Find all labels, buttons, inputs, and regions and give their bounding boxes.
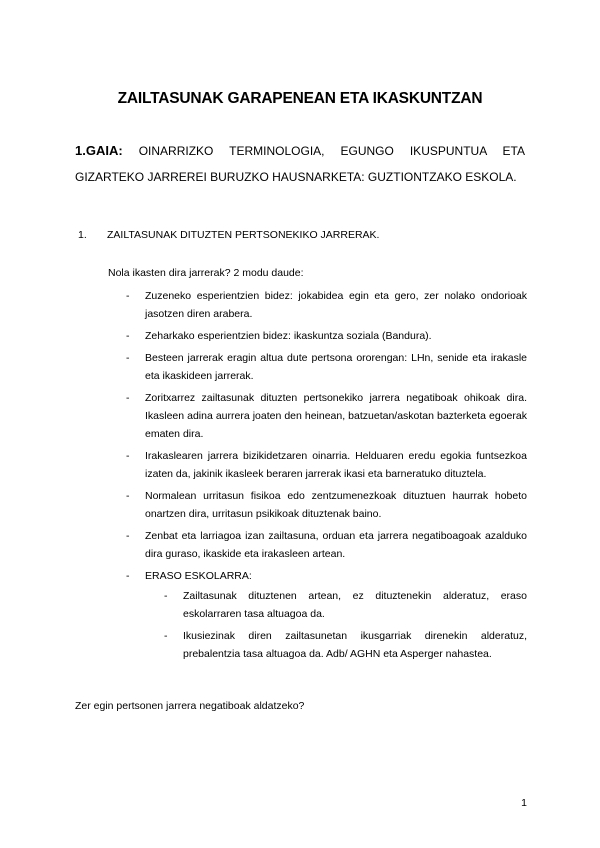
sub-list-item: - Ikusiezinak diren zailtasunetan ikusgarriak direnekin alderatuz, prebalentzia tasa altuagoa da. Adb/ AGHN eta Asperger nahastea. (164, 627, 527, 663)
chapter-heading-text: OINARRIZKO TERMINOLOGIA, EGUNGO IKUSPUNTUA ETA GIZARTEKO JARREREI BURUZKO HAUSNARKETA: GUZTIONTZAKO ESKOLA. (75, 144, 525, 184)
chapter-label: 1.GAIA: (75, 143, 123, 158)
list-item: - Normalean urritasun fisikoa edo zentzumenezkoak dituztuen haurrak hobeto onartzen dira, urritasun psikikoak dituztenak baino. (126, 487, 527, 523)
sub-list-item: - Zailtasunak dituztenen artean, ez dituztenekin alderatuz, eraso eskolarraren tasa altuagoa da. (164, 587, 527, 623)
page-number: 1 (521, 797, 527, 809)
intro-text: Nola ikasten dira jarrerak? 2 modu daude: (108, 267, 304, 279)
list-item: - Besteen jarrerak eragin altua dute pertsona ororengan: LHn, senide eta irakasle eta ikaskideen jarrerak. (126, 349, 527, 385)
section-heading (78, 229, 379, 241)
list-item: - Irakaslearen jarrera bizikidetzaren oinarria. Helduaren eredu egokia funtsezkoa izaten da, jakinik ikasleek beraren jarrerak ikasi eta barneratuko dituztela. (126, 447, 527, 483)
list-item: - Zuzeneko esperientzien bidez: jokabidea egin eta gero, zer nolako ondorioak jasotzen diren arabera. (126, 287, 527, 323)
bullet-list (126, 287, 527, 667)
chapter-heading (75, 138, 525, 190)
list-item-label: ERASO ESKOLARRA: (145, 570, 252, 582)
closing-question: Zer egin pertsonen jarrera negatiboak aldatzeko? (75, 700, 305, 712)
section-number: 1. (78, 229, 87, 241)
list-item: - Zoritxarrez zailtasunak dituzten pertsonekiko jarrera negatiboak ohikoak dira. Ikasleen adina aurrera joaten den heinean, batzuetan/askotan bazterketa egoerak ematen dira. (126, 389, 527, 443)
list-item: - Zenbat eta larriagoa izan zailtasuna, orduan eta jarrera negatiboagoak azalduko dira guraso, ikaskide eta irakasleen artean. (126, 527, 527, 563)
list-item-eraso (126, 567, 527, 663)
list-item: - Zeharkako esperientzien bidez: ikaskuntza soziala (Bandura). (126, 327, 527, 345)
section-title: ZAILTASUNAK DITUZTEN PERTSONEKIKO JARRERAK. (107, 229, 380, 241)
document-title: ZAILTASUNAK GARAPENEAN ETA IKASKUNTZAN (117, 90, 483, 107)
sub-bullet-list (164, 587, 527, 663)
